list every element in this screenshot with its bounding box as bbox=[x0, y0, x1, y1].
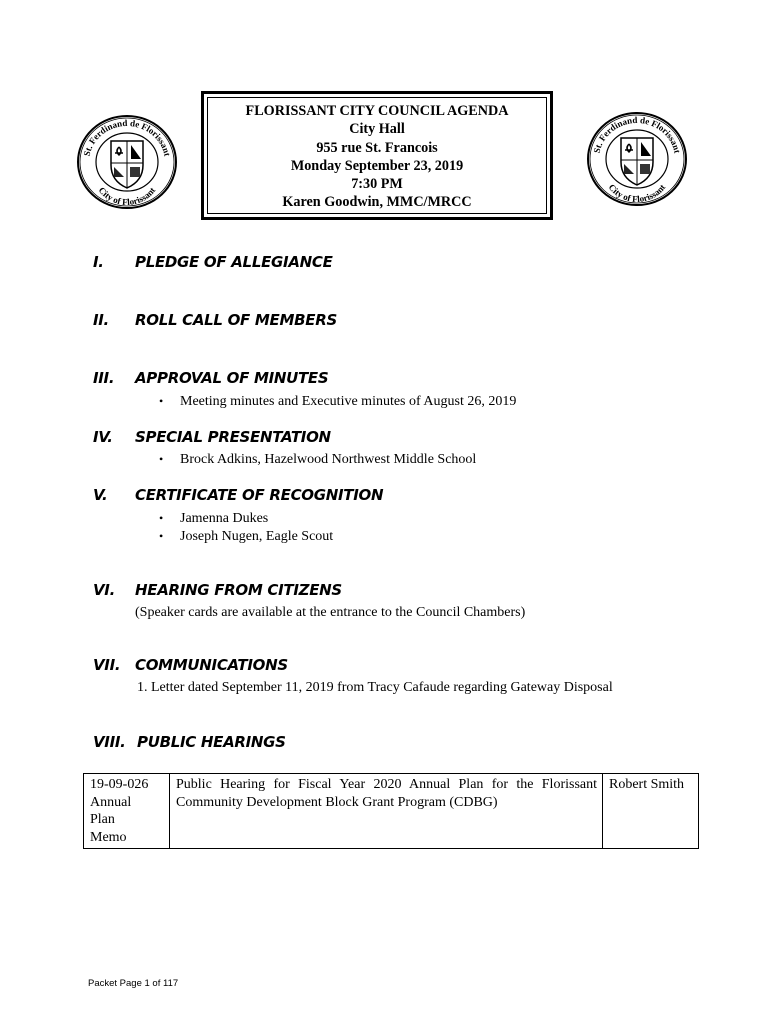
public-hearings-table bbox=[83, 773, 699, 849]
city-seal-emblem bbox=[75, 113, 179, 211]
section-title: CERTIFICATE OF RECOGNITION bbox=[135, 486, 384, 504]
agenda-header-box bbox=[201, 91, 553, 220]
seal-top-text: St. Ferdinand de Florissant bbox=[81, 117, 173, 158]
hearing-id: 19-09-026 bbox=[90, 777, 149, 792]
section-number: IV. bbox=[93, 428, 113, 446]
section-number: VII. bbox=[93, 656, 121, 674]
table-row bbox=[84, 774, 699, 849]
city-seal-emblem bbox=[585, 110, 689, 208]
bullet-marker: • bbox=[159, 452, 164, 466]
agenda-header-text bbox=[204, 102, 550, 212]
section-number: VI. bbox=[93, 581, 115, 599]
section-number: II. bbox=[93, 311, 109, 329]
section-title: ROLL CALL OF MEMBERS bbox=[135, 311, 337, 329]
section-number: III. bbox=[93, 369, 115, 387]
agenda-clerk: Karen Goodwin, MMC/MRCC bbox=[282, 194, 472, 211]
bullet-marker: • bbox=[159, 511, 164, 525]
agenda-date: Monday September 23, 2019 bbox=[290, 157, 464, 174]
hearing-id-line: Memo bbox=[90, 829, 127, 845]
section-title: SPECIAL PRESENTATION bbox=[135, 428, 331, 446]
section-title: APPROVAL OF MINUTES bbox=[135, 369, 329, 387]
hearing-id-line: Plan bbox=[90, 812, 115, 827]
hearing-description-cell bbox=[170, 774, 603, 849]
packet-page-footer: Packet Page 1 of 117 bbox=[88, 978, 179, 989]
speaker-cards-note: (Speaker cards are available at the entrance to the Council Chambers) bbox=[135, 605, 526, 620]
agenda-title: FLORISSANT CITY COUNCIL AGENDA bbox=[245, 103, 509, 119]
hearing-presenter-cell bbox=[603, 774, 699, 849]
section-title: PLEDGE OF ALLEGIANCE bbox=[135, 253, 333, 271]
bullet-marker: • bbox=[159, 394, 164, 408]
section-number: V. bbox=[93, 486, 108, 504]
hearing-id-line: Annual bbox=[90, 794, 132, 810]
section-title: COMMUNICATIONS bbox=[135, 656, 288, 674]
list-item-text: Meeting minutes and Executive minutes of August 26, 2019 bbox=[180, 394, 517, 409]
hearing-presenter: Robert Smith bbox=[609, 777, 685, 792]
section-number: I. bbox=[93, 253, 104, 271]
seal-bottom-text: City of Florissant bbox=[606, 182, 668, 205]
city-seal-left bbox=[75, 113, 179, 211]
seal-top-text: St. Ferdinand de Florissant bbox=[591, 114, 683, 155]
list-item-text: Jamenna Dukes bbox=[180, 511, 269, 526]
hearing-description: Public Hearing for Fiscal Year 2020 Annual Plan for the Florissant Community Development Block Grant Program (CDBG) bbox=[176, 777, 597, 810]
bullet-marker: • bbox=[159, 529, 164, 543]
list-item: 1. Letter dated September 11, 2019 from Tracy Cafaude regarding Gateway Disposal bbox=[137, 680, 613, 695]
agenda-address: 955 rue St. Francois bbox=[316, 139, 438, 156]
agenda-time: 7:30 PM bbox=[351, 176, 403, 193]
list-item-text: Joseph Nugen, Eagle Scout bbox=[180, 529, 334, 544]
city-seal-right bbox=[585, 110, 689, 208]
agenda-location: City Hall bbox=[349, 121, 405, 138]
list-item-text: Brock Adkins, Hazelwood Northwest Middle School bbox=[180, 452, 477, 467]
section-title: HEARING FROM CITIZENS bbox=[135, 581, 342, 599]
hearing-id-cell bbox=[84, 774, 170, 849]
seal-bottom-text: City of Florissant bbox=[96, 185, 158, 208]
section-title: PUBLIC HEARINGS bbox=[137, 733, 286, 751]
section-number: VIII. bbox=[93, 733, 126, 751]
